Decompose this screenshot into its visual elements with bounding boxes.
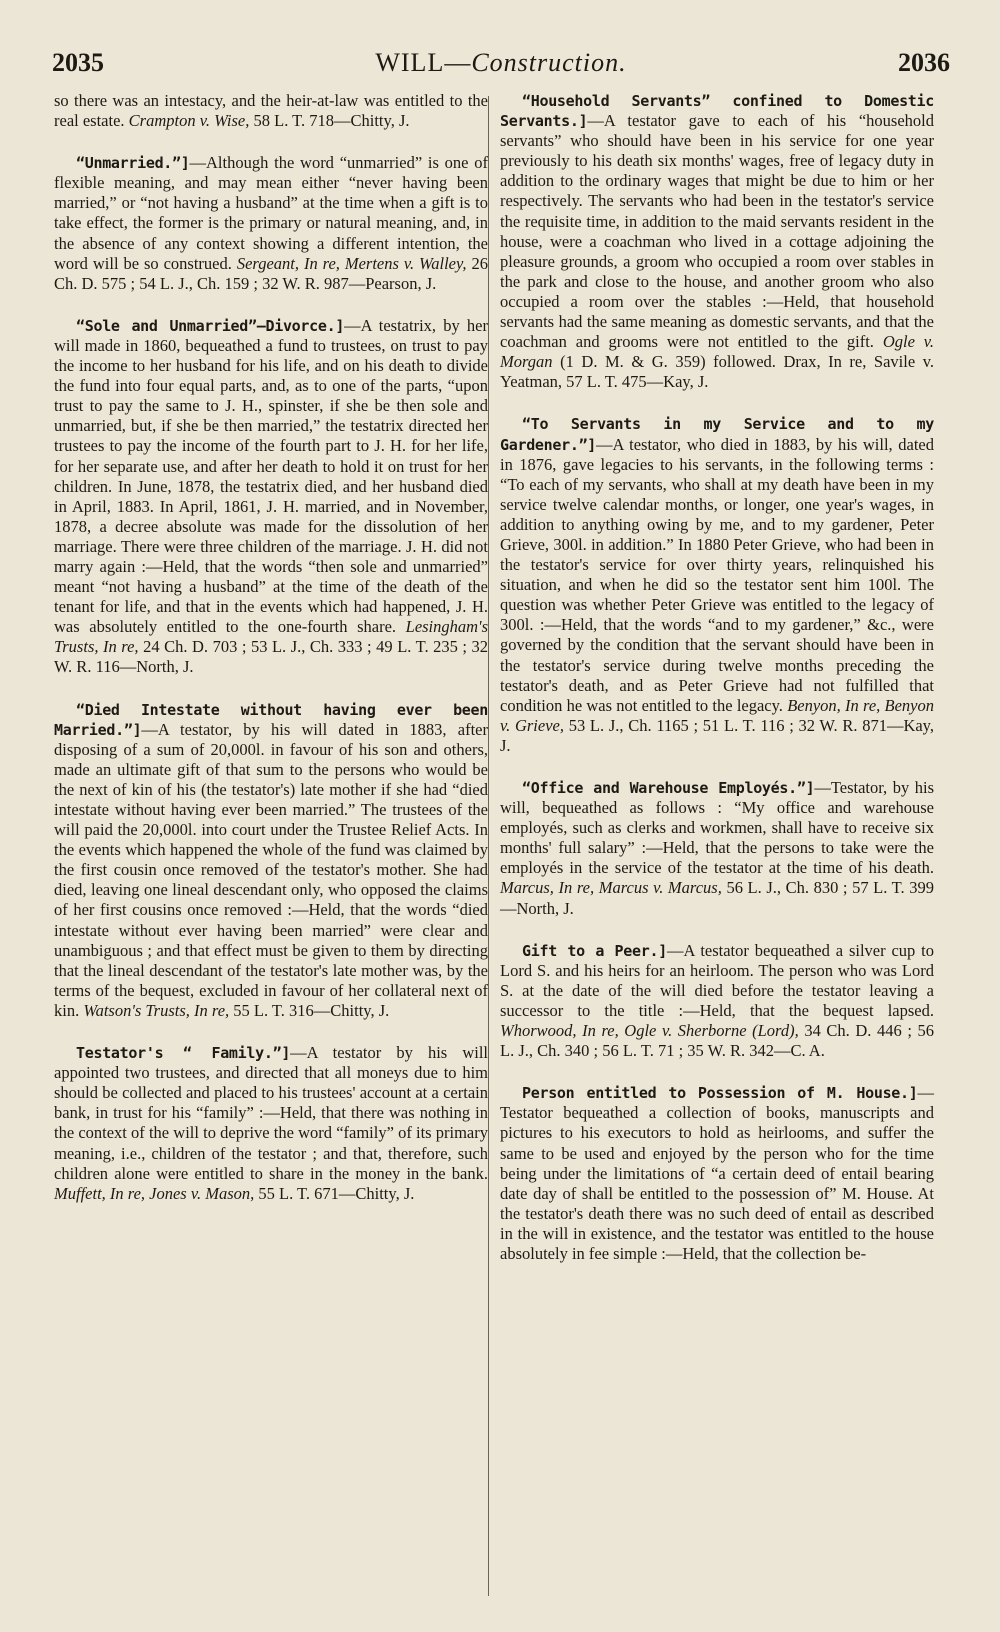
paragraph xyxy=(54,1043,488,1204)
citation: Muffett, In re, Jones v. Mason, xyxy=(54,1183,255,1203)
paragraph xyxy=(54,700,488,1022)
paragraph-text: —A testator, by his will dated in 1883, after disposing of a sum of 20,000l. in favour of his son and others, made an ultimate gift of that sum to the persons who would be the next of kin of his (the testator's) late mother if she had “died intestate without having ever been married.” The trustees of the will paid the 20,000l. into court under the Trustee Relief Acts. In the events which happened the whole of the fund was claimed by the first cousin once removed of the testator's mother. She had died, leaving one lineal descendant only, who opposed the claims of her first cousins once removed :—Held, that the words “died intestate without ever having been married” were clear and unambiguous ; and that effect must be given to them by directing that the lineal descendant of the testator's late mother was, by the terms of the bequest, excluded in favour of her collateral next of kin. xyxy=(54,719,488,1020)
paragraph xyxy=(54,91,488,131)
citation: Benyon, In re, Benyon v. Grieve, xyxy=(500,695,934,735)
paragraph xyxy=(500,778,934,919)
title-sub: Construction. xyxy=(471,48,627,77)
citation-tail: 34 Ch. D. 446 ; 56 L. J., Ch. 340 ; 56 L. T. 71 ; 35 W. R. 342—C. A. xyxy=(500,1021,935,1061)
paragraph-text: —A testator bequeathed a silver cup to Lord S. and his heirs for an heirloom. The person who was Lord S. at the date of the will died before the testator leaving a successor to the title :—Held, that the bequest lapsed. xyxy=(500,940,934,1020)
title-main: WILL— xyxy=(375,48,472,77)
citation-tail: 58 L. T. 718—Chitty, J. xyxy=(253,111,410,131)
paragraph-heading: “Household Servants” confined to Domestic Servants.] xyxy=(500,92,934,131)
paragraph-text: —Testator, by his will, bequeathed as follows : “My office and warehouse employés, such as clerks and workmen, shall have to receive six months' full salary” :—Held, that the persons to take were the employés in the service of the testator at the time of his death. xyxy=(500,778,934,878)
paragraph-heading: Testator's “ Family.”] xyxy=(76,1044,291,1063)
citation-tail: 24 Ch. D. 703 ; 53 L. J., Ch. 333 ; 49 L. T. 235 ; 32 W. R. 116—North, J. xyxy=(54,637,488,677)
paragraph-heading: “Unmarried.”] xyxy=(76,154,190,173)
citation: Marcus, In re, Marcus v. Marcus, xyxy=(500,878,722,898)
citation-tail: 53 L. J., Ch. 1165 ; 51 L. T. 116 ; 32 W. R. 871—Kay, J. xyxy=(500,715,934,755)
paragraph-text: —Testator bequeathed a collection of books, manuscripts and pictures to his executors to hold as heirlooms, and suffer the same to be used and enjoyed by the person who for the time being under the limitations of “a certain deed of entail bearing date day of shall be entitled to the possession of” M. House. At the testator's death there was no such deed of entail as described in the will in existence, and the testator was entitled to the house absolutely in fee simple :—Held, that the collection be- xyxy=(500,1083,934,1263)
citation: Crampton v. Wise, xyxy=(128,111,250,131)
citation: Sergeant, In re, Mertens v. Walley, xyxy=(236,253,467,273)
paragraph-heading: Person entitled to Possession of M. House.] xyxy=(522,1084,918,1103)
paragraph-heading: “Died Intestate without having ever been Married.”] xyxy=(54,700,488,739)
right-column xyxy=(500,91,934,1286)
citation-tail: 56 L. J., Ch. 830 ; 57 L. T. 399—North, J. xyxy=(500,878,934,918)
citation: Watson's Trusts, In re, xyxy=(83,1000,230,1020)
citation: Ogle v. Morgan xyxy=(500,332,934,372)
paragraph xyxy=(54,153,488,294)
paragraph-heading: “Office and Warehouse Employés.”] xyxy=(522,779,815,797)
right-page-number: 2036 xyxy=(897,48,950,77)
paragraph-heading: “To Servants in my Service and to my Gardener.”] xyxy=(500,415,934,454)
left-column xyxy=(54,91,488,1226)
paragraph-heading: Gift to a Peer.] xyxy=(522,941,667,960)
paragraph-text: so there was an intestacy, and the heir-at-law was entitled to the real estate. xyxy=(54,91,488,131)
paragraph-text: —A testatrix, by her will made in 1860, bequeathed a fund to trustees, on trust to pay the income to her husband for his life, and on his death to divide the fund into four equal parts, and, as to one of the parts, “upon trust to pay the same to J. H., spinster, if she be then sole and unmarried, but, if she be then married,” the testatrix directed her trustees to pay the income of the fourth part to J. H. for her life, for her separate use, and after her death to hold it on trust for her children. In June, 1878, the testatrix died, and her husband died in April, 1883. In April, 1861, J. H. married, and in November, 1878, a decree absolute was made for the dissolution of her marriage. There were three children of the marriage. J. H. did not marry again :—Held, that the words “then sole and unmarried” meant “not having a husband” at the time of the death of the tenant for life, and that in the events which had happened, J. H. was absolutely entitled to the one-fourth share. xyxy=(54,315,488,637)
paragraph-text: —Although the word “unmarried” is one of flexible meaning, and may mean either “never having been married,” or “not having a husband” at the time when a gift is to take effect, the former is the primary or natural meaning, and, in the absence of any context showing a different intention, the word will be so construed. xyxy=(54,153,488,273)
citation-tail: 55 L. T. 671—Chitty, J. xyxy=(258,1183,415,1203)
paragraph-text: —A testator, who died in 1883, by his will, dated in 1876, gave legacies to his servants, in the following terms : “To each of my servants, who shall at my death have been in my service twelve calendar months, or longer, one year's wages, in addition to anything owing by me, and to my gardener, Peter Grieve, 300l. in addition.” In 1880 Peter Grieve, who had been in the testator's service for over thirty years, relinquished his situation, and when he did so the testator sent him 100l. The question was whether Peter Grieve was entitled to the legacy of 300l. :—Held, that the words “and to my gardener,” &c., were governed by the condition that the servant should have been in the testator's service during twelve months preceding the testator's death, and as Peter Grieve had not fulfilled that condition he was not entitled to the legacy. xyxy=(500,434,934,715)
paragraph-heading: “Sole and Unmarried”—Divorce.] xyxy=(76,316,345,335)
paragraph-text: —A testator gave to each of his “household servants” who should have been in his service for one year previously to his death six months' wages, free of legacy duty in addition to the ordinary wages that might be due to him or her respectively. The servants who had been in the testator's service the requisite time, in addition to the maid servants resident in the house, were a coachman who lived in a cottage adjoining the pleasure grounds, a groom who occupied a room over stables in the park and close to the house, and another groom who also occupied a room over the stables :—Held, that household servants had the same meaning as domestic servants, and that the coachman and grooms were not entitled to the gift. xyxy=(500,111,934,352)
paragraph xyxy=(54,316,488,678)
citation: Whorwood, In re, Ogle v. Sherborne (Lord), xyxy=(500,1021,799,1041)
paragraph xyxy=(500,941,934,1062)
paragraph xyxy=(500,1083,934,1264)
paragraph-text: —A testator by his will appointed two trustees, and directed that all moneys due to him should be collected and placed to his trustees' account at a certain bank, in trust for his “family” :—Held, that there was nothing in the context of the will to deprive the word “family” of its primary meaning, i.e., children of the testator ; and that, therefore, such children alone were entitled to share in the money in the bank. xyxy=(54,1043,489,1183)
running-header xyxy=(52,48,950,88)
column-divider xyxy=(488,96,489,1596)
citation-tail: (1 D. M. & G. 359) followed. Drax, In re, Savile v. Yeatman, 57 L. T. 475—Kay, J. xyxy=(500,352,935,392)
citation: Lesingham's Trusts, In re, xyxy=(54,617,489,657)
citation-tail: 26 Ch. D. 575 ; 54 L. J., Ch. 159 ; 32 W. R. 987—Pearson, J. xyxy=(54,253,488,293)
left-page-number: 2035 xyxy=(52,48,104,77)
paragraph xyxy=(500,91,934,392)
paragraph xyxy=(500,414,934,756)
running-title xyxy=(375,48,626,78)
citation-tail: 55 L. T. 316—Chitty, J. xyxy=(233,1000,390,1020)
